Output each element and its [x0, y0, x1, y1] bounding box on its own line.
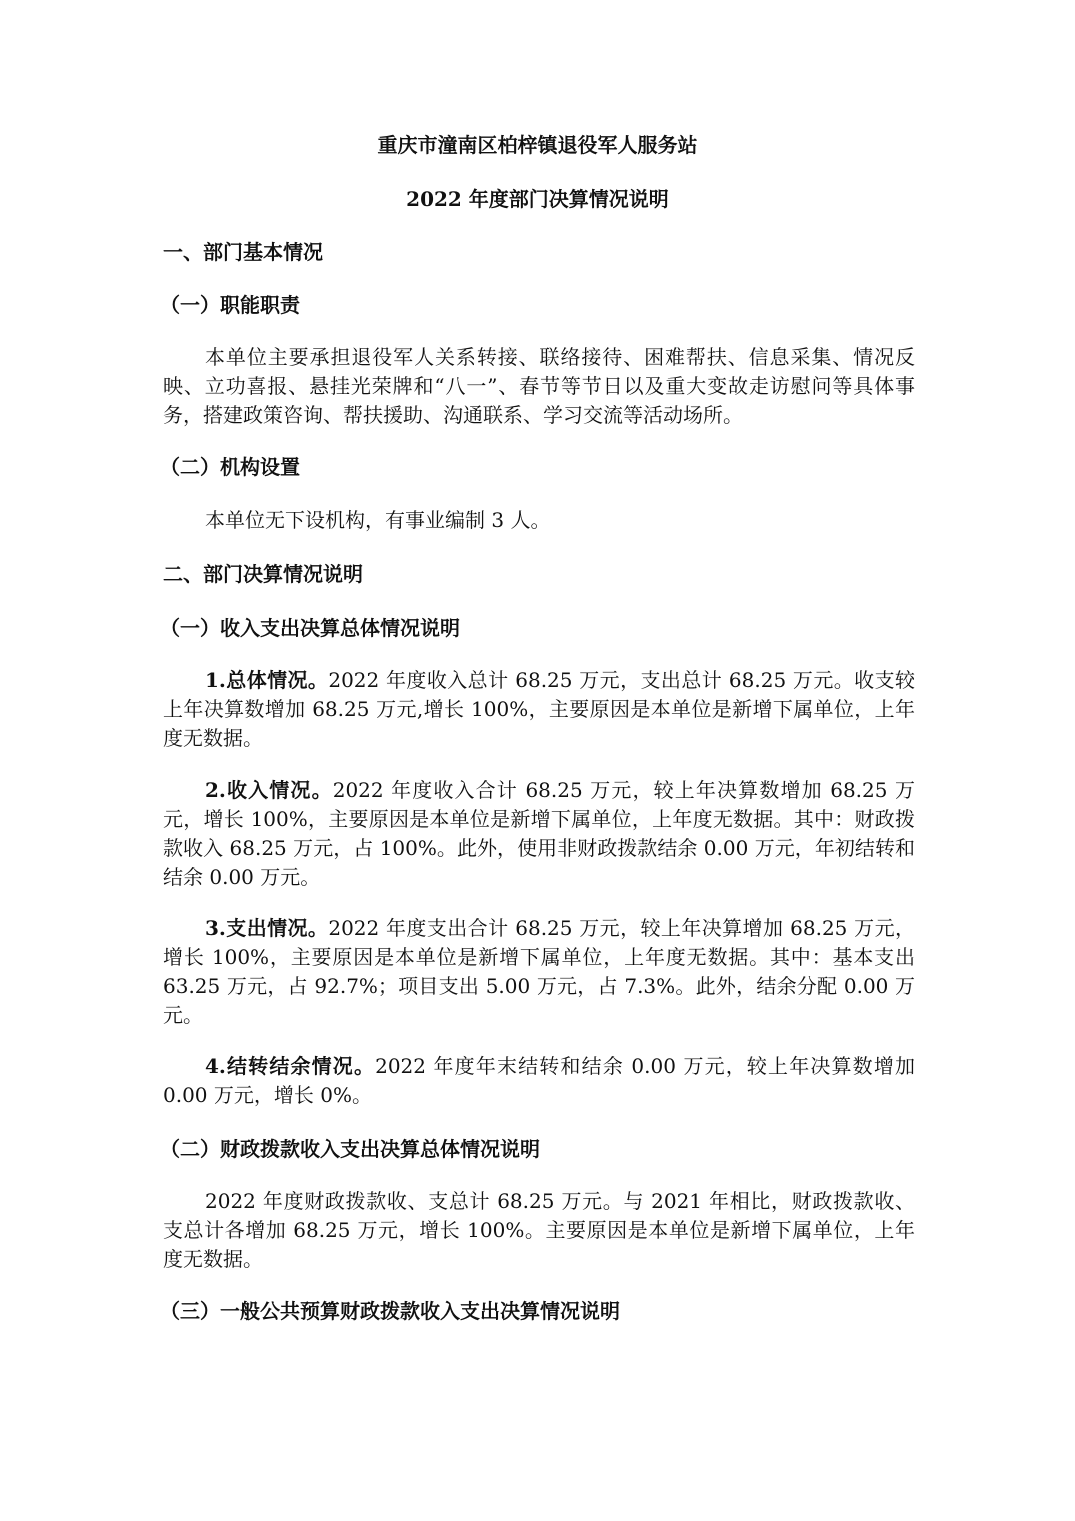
- paragraph-carryover: [163, 1052, 915, 1110]
- paragraph-text: 2022 年度收入合计 68.25 万元，较上年决算数增加 68.25 万元，增长 100%，主要原因是本单位是新增下属单位，上年度无数据。其中：财政拨款收入 68.25 万元，占 100%。此外，使用非财政拨款结余 0.00 万元，年初结转和结余 0.00 万元。: [163, 778, 915, 889]
- paragraph-fiscal: 2022 年度财政拨款收、支总计 68.25 万元。与 2021 年相比，财政拨款收、支总计各增加 68.25 万元，增长 100%。主要原因是本单位是新增下属单位，上年度无数据。: [163, 1189, 915, 1271]
- paragraph-functions: 本单位主要承担退役军人关系转接、联络接待、困难帮扶、信息采集、情况反映、立功喜报、悬挂光荣牌和“八一”、春节等节日以及重大变故走访慰问等具体事务，搭建政策咨询、帮扶援助、沟通联系、学习交流等活动场所。: [163, 345, 915, 427]
- section-heading-2: 二、部门决算情况说明: [163, 562, 363, 586]
- paragraph-income: [163, 776, 915, 892]
- subsection-heading-functions: （一）职能职责: [160, 293, 300, 317]
- paragraph-expenditure: [163, 914, 915, 1030]
- section-heading-1: 一、部门基本情况: [163, 240, 323, 264]
- paragraph-text: 2022 年度收入总计 68.25 万元，支出总计 68.25 万元。收支较上年决算数增加 68.25 万元,增长 100%，主要原因是本单位是新增下属单位，上年度无数据。: [163, 668, 915, 750]
- paragraph-organization: 本单位无下设机构，有事业编制 3 人。: [205, 508, 551, 532]
- subsection-heading-fiscal: （二）财政拨款收入支出决算总体情况说明: [160, 1137, 540, 1161]
- paragraph-text: 2022 年度年末结转和结余 0.00 万元，较上年决算数增加 0.00 万元，增长 0%。: [163, 1054, 915, 1107]
- subsection-heading-overall: （一）收入支出决算总体情况说明: [160, 616, 460, 640]
- subsection-heading-organization: （二）机构设置: [160, 455, 300, 479]
- paragraph-label: 1.总体情况。: [205, 668, 329, 692]
- document-title: 重庆市潼南区柏梓镇退役军人服务站: [377, 133, 698, 157]
- paragraph-overall: [163, 666, 915, 753]
- subsection-heading-general-budget: （三）一般公共预算财政拨款收入支出决算情况说明: [160, 1299, 620, 1323]
- paragraph-label: 3.支出情况。: [205, 916, 329, 940]
- paragraph-text: 2022 年度支出合计 68.25 万元，较上年决算增加 68.25 万元，增长 100%，主要原因是本单位是新增下属单位，上年度无数据。其中：基本支出 63.25 万元，占 92.7%；项目支出 5.00 万元，占 7.3%。此外，结余分配 0.00 万元。: [163, 916, 915, 1027]
- paragraph-label: 4.结转结余情况。: [205, 1054, 376, 1078]
- document-subtitle: 2022 年度部门决算情况说明: [406, 187, 669, 211]
- paragraph-label: 2.收入情况。: [205, 778, 333, 802]
